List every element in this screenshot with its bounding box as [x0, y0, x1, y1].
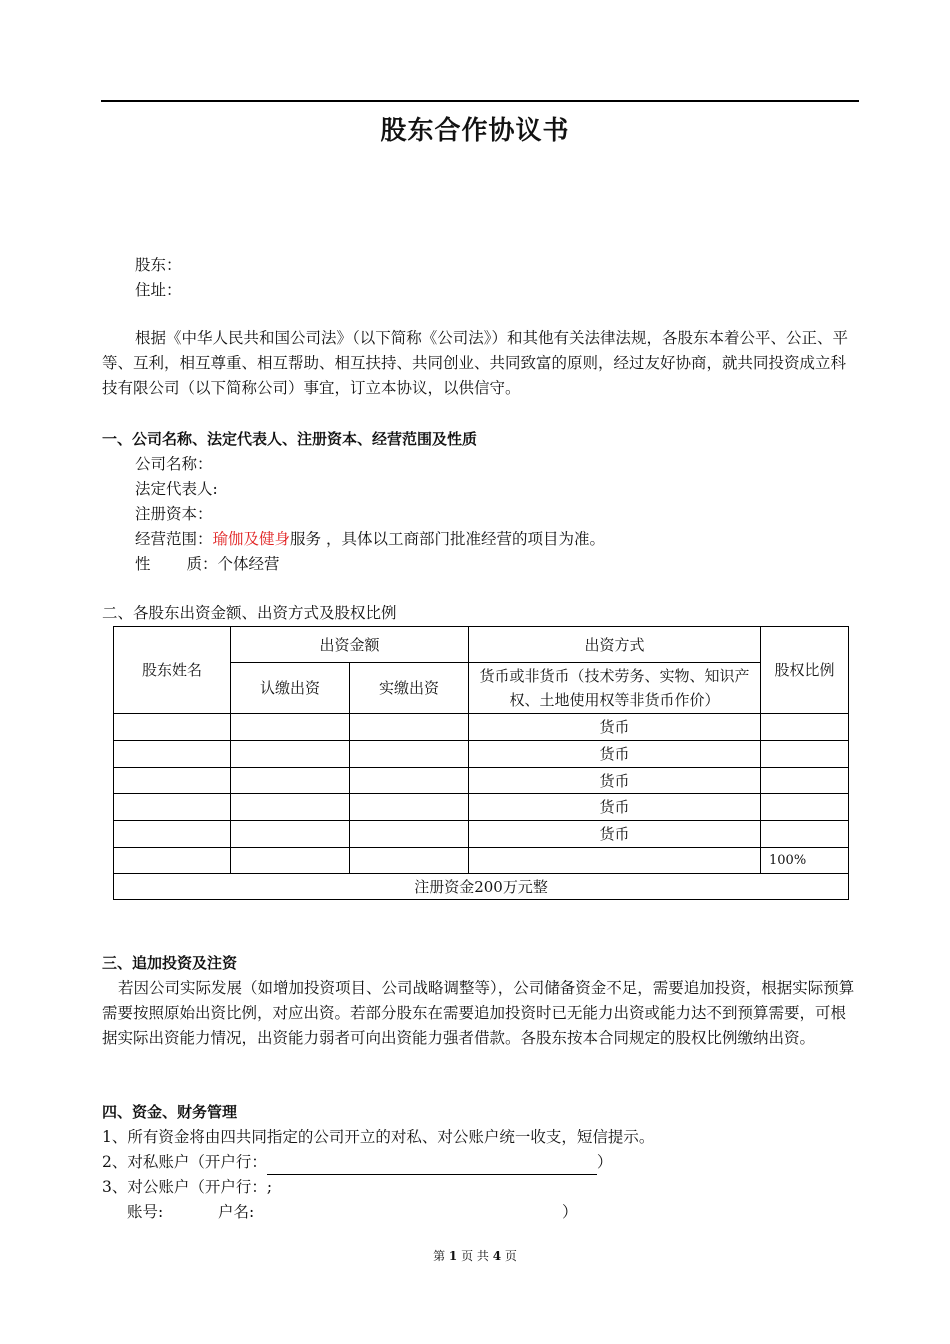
header-ratio: 股权比例: [761, 627, 849, 714]
private-account-close: ）: [596, 1153, 613, 1171]
nature-label-b: 质：: [186, 555, 218, 573]
account-close-paren: ）: [562, 1203, 578, 1221]
header-paid: 实缴出资: [350, 663, 469, 714]
section3-body: 若因公司实际发展（如增加投资项目、公司战略调整等），公司储备资金不足，需要追加投资，根据实际预算需要按照原始出资比例，对应出资。若部分股东在需要追加投资时已无能力出资或能力达不到预算需要，可根据实际出资能力情况，出资能力弱者可向出资能力强者借款。各股东按本合同规定的股权比例缴纳出资。: [102, 979, 855, 1047]
table-row: [114, 794, 849, 821]
private-account-label: 2、对私账户（开户行：: [102, 1153, 267, 1171]
header-subscribed: 认缴出资: [231, 663, 350, 714]
account-number-label: 账号:: [127, 1203, 164, 1221]
finance-item-1: 1、所有资金将由四共同指定的公司开立的对私、对公账户统一收支，短信提示。: [102, 1128, 655, 1146]
reg-capital-field: 注册资本：: [135, 505, 213, 523]
scope-highlight: 瑜伽及健身: [212, 530, 291, 548]
nature-field: [135, 552, 280, 577]
section2-heading: 二、各股东出资金额、出资方式及股权比例: [102, 604, 397, 622]
method-cell: 货币: [469, 741, 761, 768]
header-amount: 出资金额: [231, 627, 469, 663]
capital-table: [113, 626, 849, 900]
company-name-field: 公司名称：: [135, 455, 213, 473]
business-scope: [135, 527, 605, 552]
total-ratio: 100%: [761, 848, 849, 874]
table-row: [114, 714, 849, 741]
header-method: 出资方式: [469, 627, 761, 663]
page-footer: 第 1 页 共 4 页: [433, 1249, 517, 1263]
intro-paragraph: 根据《中华人民共和国公司法》（以下简称《公司法》）和其他有关法律法规，各股东本着公平、公正、平等、互利，相互尊重、相互帮助、相互扶持、共同创业、共同致富的原则，经过友好协商，就共同投资成立科技有限公司（以下简称公司）事宜，订立本协议，以供信守。: [102, 329, 849, 397]
method-cell: 货币: [469, 768, 761, 794]
nature-label-a: 性: [135, 555, 151, 573]
legal-rep-field: 法定代表人:: [135, 480, 218, 498]
table-row: [114, 768, 849, 794]
header-shareholder-name: 股东姓名: [114, 627, 231, 714]
method-cell: 货币: [469, 714, 761, 741]
private-bank-blank: [267, 1156, 597, 1175]
table-row: [114, 741, 849, 768]
method-cell: 货币: [469, 821, 761, 848]
address-field: 住址：: [135, 281, 182, 299]
nature-value: 个体经营: [217, 555, 280, 573]
section4-heading: 四、资金、财务管理: [102, 1103, 238, 1121]
document-title: 股东合作协议书: [380, 116, 570, 146]
header-method-detail: 货币或非货币（技术劳务、实物、知识产权、土地使用权等非货币作价）: [469, 663, 761, 714]
section3-heading: 三、追加投资及注资: [102, 954, 238, 972]
scope-label: 经营范围：: [135, 530, 213, 548]
account-holder-label: 户名:: [218, 1203, 255, 1221]
method-cell: 货币: [469, 794, 761, 821]
finance-item-2: [102, 1150, 612, 1175]
scope-rest: 服务 ，具体以工商部门批准经营的项目为准。: [290, 530, 605, 548]
section1-heading: 一、公司名称、法定代表人、注册资本、经营范围及性质: [102, 430, 478, 448]
page-number: 1: [448, 1249, 458, 1263]
table-footer-row: [114, 874, 849, 900]
table-row: [114, 821, 849, 848]
registered-capital-note: 注册资金200万元整: [114, 874, 849, 900]
header-rule: [101, 100, 859, 102]
shareholder-field: 股东：: [135, 256, 182, 274]
table-total-row: [114, 848, 849, 874]
finance-item-3: 3、对公账户（开户行：;: [102, 1178, 273, 1196]
page-total: 4: [492, 1249, 502, 1263]
